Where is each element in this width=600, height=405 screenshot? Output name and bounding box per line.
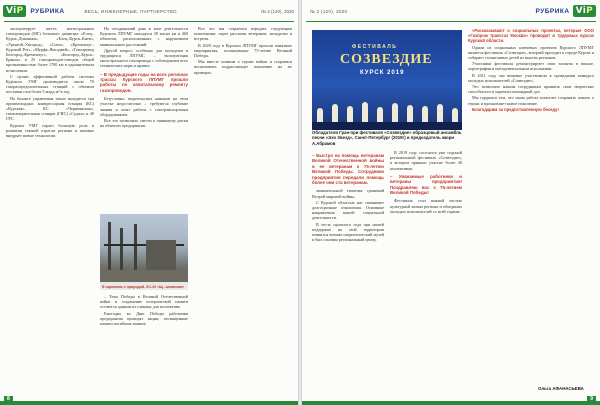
paragraph: В 2011 году мы впервые участвовали в проведении конкурса молодых исполнителей «Созвездие».: [468, 72, 594, 83]
paragraph: В 2020 году в Курском ЛПУМГ прошли памятные мероприятия, посвященные 75-летию Великой Победы.: [194, 42, 292, 59]
rubric-label: РУБРИКА: [30, 7, 65, 15]
paragraph: Мы гордимся тем, что наша работа помогает сохранять память о героях и вдохновляет новое поколение.: [468, 95, 594, 106]
banner-festival: ФЕСТИВАЛЬ: [352, 44, 398, 50]
photo-caption: В гармонии с природой. КС-20 «Щ...ановская»: [100, 282, 188, 291]
header-rule: [4, 21, 294, 22]
pipe-shape: [134, 224, 137, 270]
paragraph: – Тема Победы в Великой Отечественной войне и сохранение исторической памяти остаются одними из главных для коллектива.: [100, 294, 188, 310]
paragraph: Участники фестиваля демонстрируют свои таланты в вокале, хореографии и инструментальном исполнении.: [468, 61, 594, 72]
paragraph: Все это мы стараемся передать следующим поколениям: через рассказы ветеранов, экскурсии и встречи.: [194, 26, 292, 42]
right-page: [302, 0, 600, 405]
left-column-1: [6, 26, 94, 396]
page-number: 8: [4, 396, 13, 402]
right-column-1: [312, 150, 384, 390]
thanks-line: Благодарим за предоставленную беседу!: [472, 106, 559, 112]
paragraph: Курское УМГ играет большую роль в развитии газовой отрасли региона и активно внедряет новые технологии.: [6, 122, 94, 139]
pull-quote: – В предыдущие годы на всех регионах трассы Курского ЛПУМГ прошли работы по капитальному ремонту газопроводов.: [100, 71, 188, 93]
right-column-2: [390, 150, 462, 390]
footer-bar: [302, 401, 600, 405]
header-rule: [306, 21, 596, 22]
banner-title: СОЗВЕЗДИЕ: [340, 52, 433, 67]
header-center-text: № 2 (120), 2020: [310, 8, 348, 14]
rubric-label: РУБРИКА: [535, 7, 570, 15]
paragraph: Другой вопрос, особенно для молодежи и трудящихся ЛПУМГ, – эксплуатация магистрального газопровода с соблюдением всех технических норм и правил.: [100, 47, 188, 69]
paragraph: занимательной тематике сражений Второй мировой войны.: [312, 188, 384, 199]
paragraph: Мы вместе помним о героях войны и стараемся воспитывать подрастающее поколение на их примерах.: [194, 59, 292, 75]
stage-floor: [312, 122, 462, 130]
paragraph: эксплуатирует шесть магистральных газопроводов (МГ) большого диаметра: «Елец–Курск–Диканька», «Елец–Курск–Киев», «Уренгой–Ужгород», «Союз», «Кременчуг–Курский Рог», «Мурфа–Ямсадвей», «Газопровод Белгород–Кременчуг», «Белгород–Курск–Брянск» и 25 газопроводов-отводов общей протяженностью более 1700 км в однониточном исчислении.: [6, 26, 94, 73]
pipe-shape: [108, 222, 111, 270]
pull-quote: – Уважаемые работники и ветераны предприятия! Поздравляю вас с 75-летием Великой Победы!: [390, 173, 462, 196]
paragraph: С целью эффективной работы системы Курского УМГ производится около 70 газораспределительных станций с объемом поставки газа более 5 млрд м³ в год.: [6, 73, 94, 95]
lead-paragraph: «Рассказывают о социальных проектах, которые ООО «Газпром трансгаз Москва» проводит в трудовых курсах Курской области.: [468, 28, 594, 44]
header-center-text: ВЕСЬ, ИНЖЕНЕРНЫЕ, ПАРТНЕРСТВО: [84, 8, 177, 14]
page-number: 9: [587, 396, 596, 402]
left-page-header: [0, 0, 298, 22]
paragraph: Все это позволило свести к минимуму риски на объектах предприятия.: [100, 118, 188, 129]
photo-caption: Обладатели Гран-при фестиваля «Созвездие» образцовый ансамбль песни «Эхо Звезд», Санкт-Петербург (2019г) и председатель жюри А.Абрамов: [312, 130, 462, 146]
left-column-2-bottom: [100, 294, 188, 394]
paragraph: Это позволило нашим сотрудникам проявить свои творческие способности и укрепить командный дух.: [468, 84, 594, 95]
vip-logo: ViP: [3, 5, 26, 17]
right-page-header: [302, 0, 600, 22]
issue-number: № 2 (120), 2020: [261, 8, 294, 14]
festival-photo: [312, 30, 462, 130]
pipeline-photo: [100, 214, 188, 290]
paragraph: С Курской областью нас связывают долгосрочные отношения. Основные направления нашей социальной деятельности.: [312, 199, 384, 221]
left-column-2: [100, 26, 188, 212]
banner-city-year: КУРСК 2019: [360, 70, 405, 76]
author-signature: Ольга АФАНАСЬЕВА: [538, 386, 584, 391]
pipe-shape: [120, 228, 123, 272]
paragraph: В честь прошлого года при нашей поддержке на этой территории появился военно-патриотический музей и был основан региональный центр.: [312, 221, 384, 243]
pull-quote: – Быстро на помощь ветеранам Великой Отечественной войны и ее ветеранам к 75-летию Великой Победы. Сотрудники предприятия передали помощь более чем ста ветеранам.: [312, 153, 384, 186]
right-column-3: [468, 28, 594, 384]
vip-logo: ViP: [573, 5, 596, 17]
paragraph: Ежегодно ко Дню Победы работники предприятия проводят акции, посвященные памяти погибших воинов.: [100, 310, 188, 327]
left-page: [0, 0, 298, 405]
paragraph: Фестиваль стал важной частью культурной жизни региона и объединил молодых исполнителей со всей страны.: [390, 198, 462, 214]
building-shape: [146, 240, 176, 270]
paragraph: Одним из социальных ключевых проектов Курского ЛПУМГ является фестиваль «Созвездие», который проходит в городе Курске и собирает талантливых детей из многих регионов.: [468, 44, 594, 61]
paragraph: На балансе управления также находится три промплощадки: компрессорная станция (КС) «Курская», КС «Черноянская», газоизмерительная станция (ГИС) «Суджа» и 40 ГРС.: [6, 95, 94, 122]
paragraph: В 2019 году состоялся уже седьмой региональный фестиваль «Созвездие», в котором приняли участие более 40 коллективов.: [390, 150, 462, 171]
footer-bar: [0, 401, 298, 405]
paragraph: Безусловно, водительских навыков на этом участке недостаточно – требуются глубокие знания и опыт работы с газотранспортным оборудованием.: [100, 96, 188, 117]
left-column-3: [194, 26, 292, 396]
paragraph: На сегодняшний день в зоне деятельности Курского ЛПУМГ находятся 38 тысяч км и 460 объектов, расположенных с нарушением минимальных расстояний.: [100, 26, 188, 47]
